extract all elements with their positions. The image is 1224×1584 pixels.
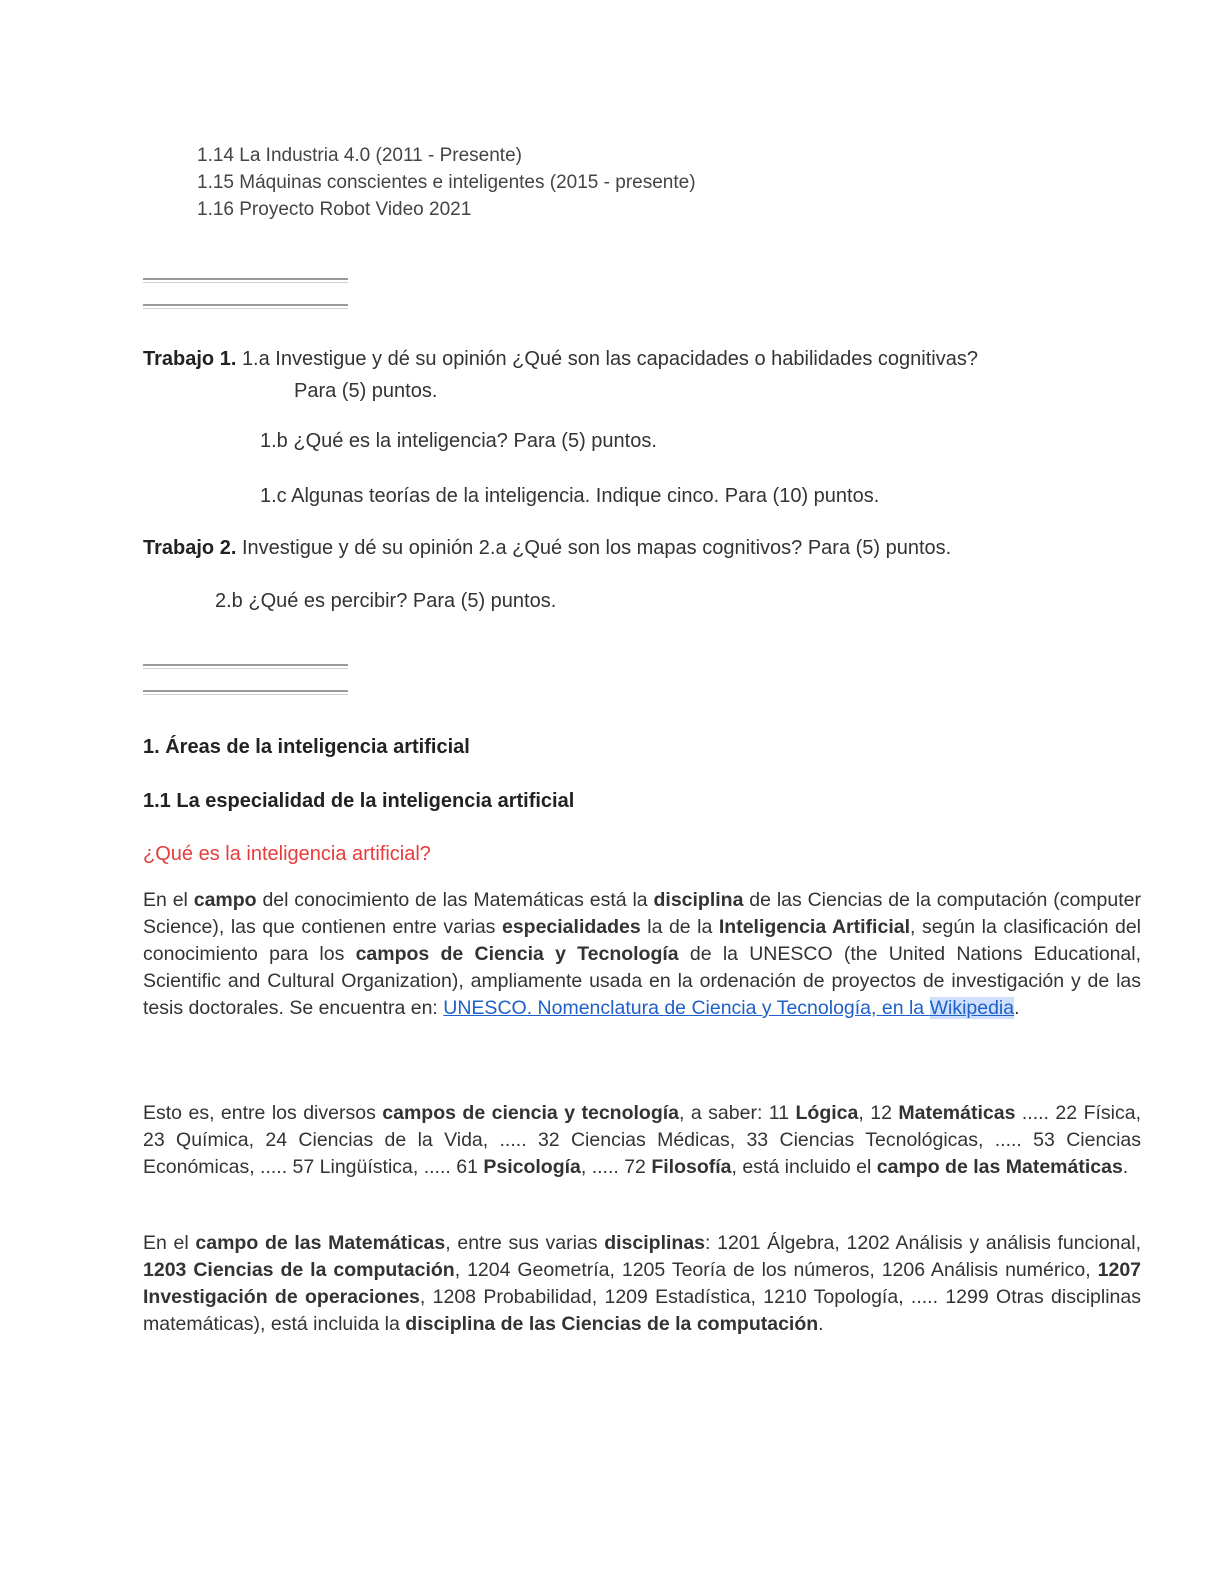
paragraph-1: [143, 887, 1141, 1022]
bold-text: Inteligencia Artificial: [718, 916, 910, 938]
task-1-text: 1.a Investigue y dé su opinión ¿Qué son las capacidades o habilidades cognitivas?: [241, 348, 978, 370]
text: , está incluido el: [731, 1156, 877, 1178]
bold-text: disciplina: [653, 889, 744, 911]
text: En el: [143, 889, 194, 911]
text: , 1208 Probabilidad, 1209 Estadística, 1210 Topología, ..... 1299 Otras disciplinas matemáticas), está incluida la: [143, 1286, 1141, 1335]
text: .: [818, 1313, 824, 1335]
text: ..... 22 Física, 23 Química, 24 Ciencias de la Vida, ..... 32 Ciencias Médicas, 33 Ciencias Tecnológicas, ..... 53 Ciencias Económicas, ..... 57 Lingüística, ..... 61: [143, 1102, 1141, 1178]
task-2-text: Investigue y dé su opinión 2.a ¿Qué son los mapas cognitivos? Para (5) puntos.: [241, 537, 952, 559]
text: .: [1122, 1156, 1129, 1178]
text: , entre sus varias: [445, 1232, 605, 1254]
text: , según la clasificación del conocimiento para los: [143, 916, 1141, 965]
task-1: [143, 348, 978, 371]
text: .: [1014, 997, 1020, 1019]
task-1-points: Para (5) puntos.: [294, 380, 438, 402]
link-text[interactable]: UNESCO. Nomenclatura de Ciencia y Tecnología, en la: [443, 997, 930, 1019]
text: Esto es, entre los diversos: [143, 1102, 383, 1124]
text: En el: [143, 1232, 196, 1254]
bold-text: campo de las Matemáticas: [195, 1232, 446, 1254]
bold-text: campos de Ciencia y Tecnología: [355, 943, 679, 965]
toc-item[interactable]: 1.16 Proyecto Robot Video 2021: [197, 199, 472, 220]
link-text-highlight[interactable]: Wikipedia: [929, 997, 1015, 1019]
task-1b: 1.b ¿Qué es la inteligencia? Para (5) puntos.: [260, 430, 657, 452]
divider: [143, 278, 348, 280]
text: , 12: [858, 1102, 899, 1124]
task-2: [143, 537, 951, 560]
question-heading: ¿Qué es la inteligencia artificial?: [143, 843, 431, 865]
text: , 1204 Geometría, 1205 Teoría de los números, 1206 Análisis numérico,: [454, 1259, 1098, 1281]
toc-item[interactable]: 1.15 Máquinas conscientes e inteligentes (2015 - presente): [197, 172, 696, 193]
text: de la UNESCO (the United Nations Educational, Scientific and Cultural Organization), ampliamente usada en la ordenación de proyectos de investigación y de las tesis doctorales. Se encuentra en:: [143, 943, 1142, 1019]
bold-text: Filosofía: [651, 1156, 732, 1178]
bold-text: campo de las Matemáticas: [876, 1156, 1123, 1178]
bold-text: 1203 Ciencias de la computación: [143, 1259, 455, 1281]
subsection-heading: 1.1 La especialidad de la inteligencia artificial: [143, 790, 575, 812]
bold-text: 1207 Investigación de operaciones: [143, 1259, 1142, 1308]
task-2b: 2.b ¿Qué es percibir? Para (5) puntos.: [215, 590, 557, 612]
bold-text: Psicología: [483, 1156, 581, 1178]
toc-item[interactable]: 1.14 La Industria 4.0 (2011 - Presente): [197, 145, 522, 166]
bold-text: Matemáticas: [898, 1102, 1016, 1124]
task-1c: 1.c Algunas teorías de la inteligencia. Indique cinco. Para (10) puntos.: [260, 485, 880, 507]
bold-text: disciplina de las Ciencias de la computación: [405, 1313, 819, 1335]
paragraph-3: [143, 1230, 1141, 1338]
task-1-label: Trabajo 1.: [143, 348, 237, 370]
bold-text: especialidades: [501, 916, 641, 938]
divider: [143, 664, 348, 666]
text: del conocimiento de las Matemáticas está la: [256, 889, 654, 911]
bold-text: campo: [193, 889, 257, 911]
text: , ..... 72: [580, 1156, 652, 1178]
text: la de la: [640, 916, 719, 938]
unesco-link[interactable]: [443, 997, 1014, 1019]
divider: [143, 304, 348, 306]
task-2-label: Trabajo 2.: [143, 537, 237, 559]
text: de las Ciencias de la computación (computer Science), las que contienen entre varias: [143, 889, 1141, 938]
text: , a saber: 11: [679, 1102, 796, 1124]
text: : 1201 Álgebra, 1202 Análisis y análisis funcional,: [705, 1232, 1141, 1254]
table-of-contents: [197, 142, 696, 223]
bold-text: Lógica: [795, 1102, 859, 1124]
section-heading: 1. Áreas de la inteligencia artificial: [143, 736, 470, 758]
paragraph-2: [143, 1100, 1141, 1181]
bold-text: disciplinas: [604, 1232, 706, 1254]
divider: [143, 690, 348, 692]
bold-text: campos de ciencia y tecnología: [382, 1102, 679, 1124]
